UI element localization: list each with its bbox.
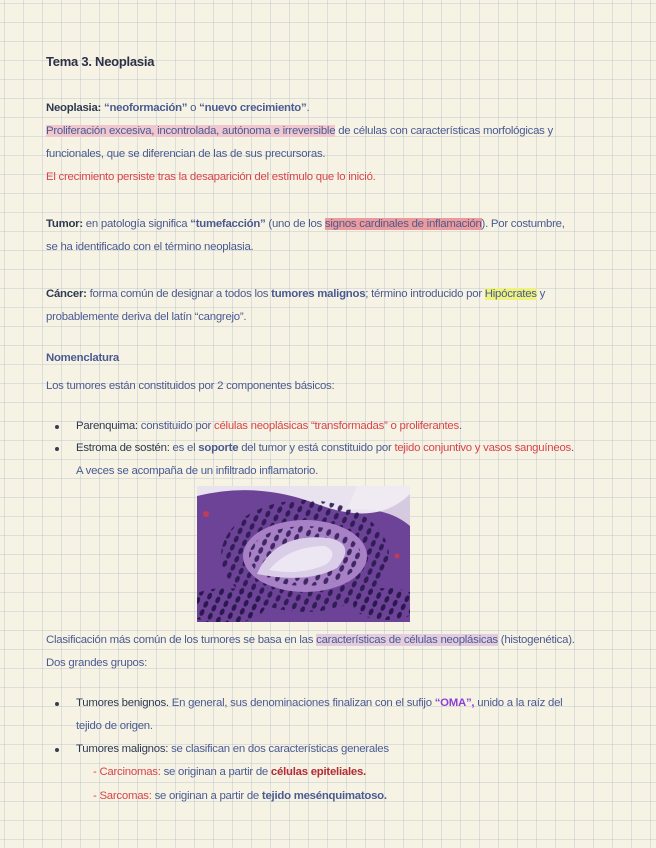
cancer-line-2: probablemente deriva del latín “cangrejo”. bbox=[46, 311, 247, 323]
benignos-term: Tumores benignos. bbox=[76, 697, 169, 709]
estroma-text-1: es el bbox=[169, 442, 199, 454]
estroma-end: . bbox=[570, 442, 574, 454]
micrograph-illustration bbox=[197, 486, 410, 622]
clasificacion-text-1: Clasificación más común de los tumores se basa en las bbox=[46, 634, 317, 646]
malignos-term: Tumores malignos: bbox=[76, 743, 169, 755]
neoplasia-line-2 bbox=[46, 123, 553, 139]
cancer-bold: tumores malignos bbox=[271, 288, 366, 300]
sarcomas-item bbox=[93, 788, 387, 804]
bullet-dot bbox=[55, 748, 59, 752]
clasificacion-line-2: Dos grandes grupos: bbox=[46, 657, 147, 669]
cancer-text-1: forma común de designar a todos los bbox=[86, 288, 272, 300]
neoplasia-connector: o bbox=[187, 102, 200, 114]
neoplasia-line-2-rest: de células con características morfológicas y bbox=[335, 125, 553, 137]
malignos-item bbox=[76, 741, 389, 757]
clasificacion-highlight: características de células neoplásicas bbox=[316, 634, 498, 646]
neoplasia-line-4: El crecimiento persiste tras la desaparición del estímulo que lo inició. bbox=[46, 171, 376, 183]
cancer-term: Cáncer: bbox=[46, 288, 87, 300]
neoplasia-line-3: funcionales, que se diferencian de las de sus precursoras. bbox=[46, 148, 326, 160]
tumor-definition bbox=[46, 216, 565, 232]
carcinomas-term: - Carcinomas: bbox=[93, 766, 161, 778]
sarcomas-bold: tejido mesénquimatoso. bbox=[261, 790, 387, 802]
parenquima-red: células neoplásicas “transformadas” o proliferantes bbox=[214, 420, 459, 432]
estroma-line-2: A veces se acompaña de un infiltrado inflamatorio. bbox=[76, 465, 319, 477]
neoplasia-end: . bbox=[306, 102, 310, 114]
parenquima-text: constituido por bbox=[137, 420, 215, 432]
estroma-red: tejido conjuntivo y vasos sanguíneos bbox=[394, 442, 571, 454]
bullet-dot bbox=[55, 425, 59, 429]
histology-micrograph bbox=[197, 486, 410, 622]
neoplasia-definition bbox=[46, 100, 309, 116]
carcinomas-item bbox=[93, 764, 366, 780]
tumor-text-1: en patología significa bbox=[82, 218, 191, 230]
benignos-text-1: En general, sus denominaciones finalizan con el sufijo bbox=[168, 697, 435, 709]
neoplasia-quote-2: “nuevo crecimiento” bbox=[199, 102, 307, 114]
benignos-oma: “OMA”, bbox=[434, 697, 475, 709]
tumor-text-2: (uno de los bbox=[265, 218, 325, 230]
carcinomas-bold: células epiteliales. bbox=[270, 766, 366, 778]
neoplasia-highlight: Proliferación excesiva, incontrolada, autónoma e irreversible bbox=[46, 125, 336, 137]
clasificacion-line-1 bbox=[46, 632, 575, 648]
cancer-highlight: Hipócrates bbox=[484, 288, 537, 300]
estroma-text-2: del tumor y está constituido por bbox=[238, 442, 395, 454]
cancer-text-2: ; término introducido por bbox=[365, 288, 485, 300]
bullet-dot bbox=[55, 702, 59, 706]
estroma-term: Estroma de sostén: bbox=[76, 442, 170, 454]
tumor-quote: “tumefacción” bbox=[190, 218, 266, 230]
sarcomas-text: se originan a partir de bbox=[151, 790, 262, 802]
clasificacion-text-2: (histogenética). bbox=[497, 634, 575, 646]
neoplasia-quote-1: “neoformación” bbox=[104, 102, 188, 114]
parenquima-term: Parenquima: bbox=[76, 420, 138, 432]
benignos-text-2: unido a la raíz del bbox=[474, 697, 563, 709]
malignos-text: se clasifican en dos características generales bbox=[168, 743, 389, 755]
bullet-dot bbox=[55, 447, 59, 451]
parenquima-item bbox=[76, 418, 462, 434]
tumor-line-2: se ha identificado con el término neoplasia. bbox=[46, 241, 254, 253]
cancer-definition bbox=[46, 286, 545, 302]
benignos-line-2: tejido de origen. bbox=[76, 720, 153, 732]
tumor-highlight: signos cardinales de inflamación bbox=[324, 218, 482, 230]
cancer-text-3: y bbox=[536, 288, 546, 300]
estroma-bold: soporte bbox=[198, 442, 239, 454]
tumor-term: Tumor: bbox=[46, 218, 83, 230]
sarcomas-term: - Sarcomas: bbox=[93, 790, 152, 802]
carcinomas-text: se originan a partir de bbox=[160, 766, 271, 778]
nomenclatura-intro: Los tumores están constituidos por 2 componentes básicos: bbox=[46, 380, 335, 392]
page-title: Tema 3. Neoplasia bbox=[46, 54, 155, 69]
nomenclatura-heading: Nomenclatura bbox=[46, 352, 119, 364]
parenquima-end: . bbox=[458, 420, 462, 432]
neoplasia-term: Neoplasia: bbox=[46, 102, 102, 114]
benignos-item bbox=[76, 695, 562, 711]
estroma-item bbox=[76, 440, 574, 456]
tumor-text-3: ). Por costumbre, bbox=[481, 218, 565, 230]
